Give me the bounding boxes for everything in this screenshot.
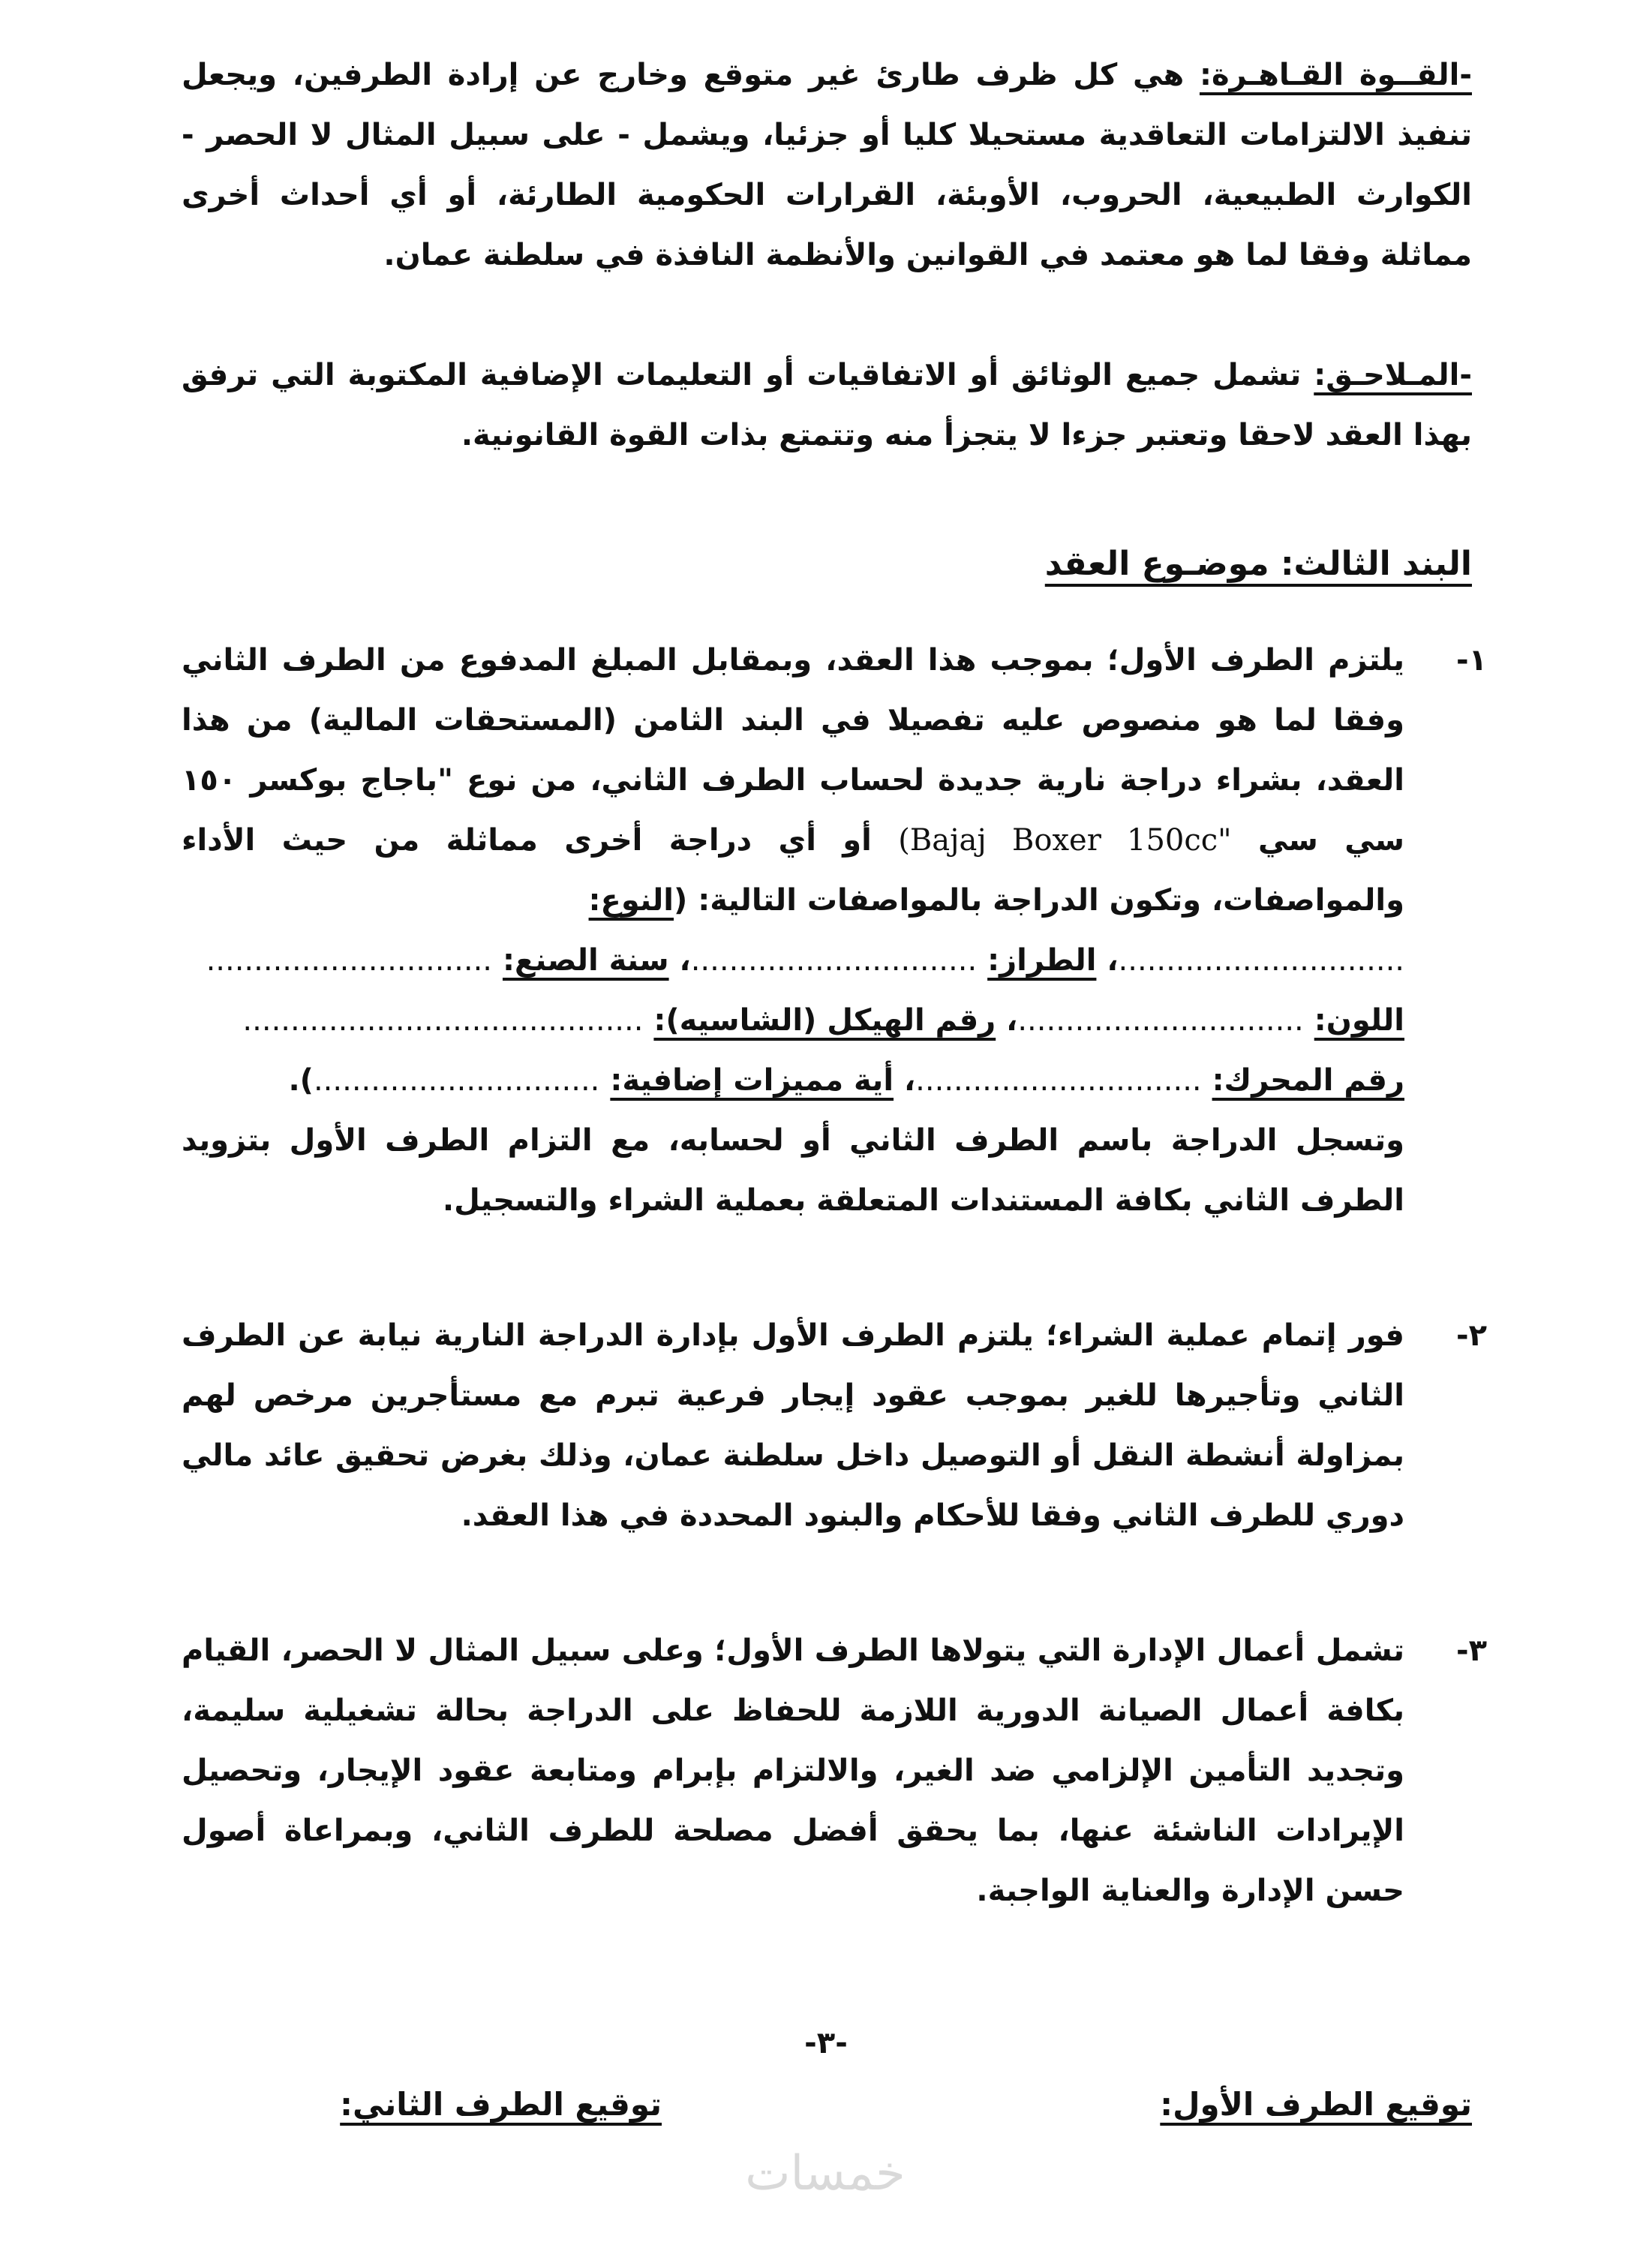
item-1-text-part1: يلتزم الطرف الأول؛ بموجب هذا العقد، وبمقابل المبلغ المدفوع من الطرف الثاني وفقا لما هو منصوص عليه تفصيلا في البند الثامن (المستحقات المالية) من هذا العقد، بشراء دراجة نارية جديدة لحساب الطرف الثاني، من نوع "باجاج بوكسر ١٥٠ سي سي [182,643,1405,858]
second-party-signature: توقيع الطرف الثاني: [340,2086,662,2123]
item-1-text-part3: وتسجل الدراجة باسم الطرف الثاني أو لحسابه، مع التزام الطرف الأول بتزويد الطرف الثاني بكافة المستندات المتعلقة بعملية الشراء والتسجيل. [182,1123,1404,1218]
clause-item-1 [182,630,1487,1231]
spec-extras-blank: .............................. [313,1063,600,1098]
spec-model-blank: .............................. [690,943,978,978]
item-number: ١- [1455,643,1487,678]
force-majeure-text: هي كل ظرف طارئ غير متوقع وخارج عن إرادة الطرفين، ويجعل تنفيذ الالتزامات التعاقدية مستحيلا كليا أو جزئيا، ويشمل - على سبيل المثال لا الحصر - الكوارث الطبيعية، الحروب، الأوبئة، القرارات الحكومية الطارئة، أو أي أحداث أخرى مماثلة وفقا لما هو معتمد في القوانين والأنظمة النافذة في سلطنة عمان. [182,58,1472,272]
annexes-definition [182,345,1472,465]
spec-line-3: رقم المحرك: ..............................، أية مميزات إضافية: ..............................). [288,1063,1404,1098]
bike-model-latin: (Bajaj Boxer 150cc" [898,823,1232,858]
force-majeure-term: -القــوة القـاهـرة: [1199,58,1472,92]
spec-closing: ). [288,1063,314,1098]
item-3-text: تشمل أعمال الإدارة التي يتولاها الطرف الأول؛ وعلى سبيل المثال لا الحصر، القيام بكافة أعمال الصيانة الدورية اللازمة للحفاظ على الدراجة بحالة تشغيلية سليمة، وتجديد التأمين الإلزامي ضد الغير، والالتزام بإبرام ومتابعة عقود الإيجار، وتحصيل الإيرادات الناشئة عنها، بما يحقق أفضل مصلحة للطرف الثاني، وبمراعاة أصول حسن الإدارة والعناية الواجبة. [182,1633,1404,1908]
annexes-text: تشمل جميع الوثائق أو الاتفاقيات أو التعليمات الإضافية المكتوبة التي ترفق بهذا العقد لاحقا وتعتبر جزءا لا يتجزأ منه وتتمتع بذات القوة القانونية. [182,358,1472,452]
spec-engine-label: رقم المحرك: [1212,1063,1404,1098]
spec-year-blank: .............................. [206,943,493,978]
spec-chassis-blank: .......................................... [242,1003,644,1038]
item-number: ٢- [1455,1318,1487,1353]
spec-extras-label: أية مميزات إضافية: [610,1063,894,1098]
page-number: -٣- [804,2026,848,2060]
clause-heading: البند الثالث: موضـوع العقد [1044,545,1472,583]
clause-item-3 [182,1621,1487,1921]
spec-line-1: ..............................، الطراز: ..............................، سنة الصنع: .............................. [206,943,1404,978]
first-party-signature: توقيع الطرف الأول: [1160,2086,1472,2123]
spec-type-blank: .............................. [1118,943,1404,978]
item-2-text: فور إتمام عملية الشراء؛ يلتزم الطرف الأول بإدارة الدراجة النارية نيابة عن الطرف الثاني وتأجيرها للغير بموجب عقود إيجار فرعية تبرم مع مستأجرين مرخص لهم بمزاولة أنشطة النقل أو التوصيل داخل سلطنة عمان، وذلك بغرض تحقيق عائد مالي دوري للطرف الثاني وفقا للأحكام والبنود المحددة في هذا العقد. [182,1318,1404,1533]
spec-type-label: النوع: [588,883,674,918]
force-majeure-definition [182,45,1472,285]
item-1-text-part2: أو أي دراجة أخرى مماثلة من حيث الأداء والمواصفات، وتكون الدراجة بالمواصفات التالية: ( [182,823,1404,918]
spec-color-blank: .............................. [1017,1003,1304,1038]
spec-chassis-label: رقم الهيكل (الشاسيه): [653,1003,996,1038]
item-number: ٣- [1455,1633,1487,1668]
watermark-logo: خمسات [745,2146,906,2201]
spec-engine-blank: .............................. [915,1063,1202,1098]
annexes-term: -المـلاحـق: [1314,358,1472,392]
spec-line-2: اللون: ..............................، رقم الهيكل (الشاسيه): .......................................... [242,1003,1404,1038]
clause-item-2 [182,1306,1487,1546]
spec-year-label: سنة الصنع: [502,943,669,978]
spec-model-label: الطراز: [987,943,1097,978]
spec-color-label: اللون: [1314,1003,1404,1038]
